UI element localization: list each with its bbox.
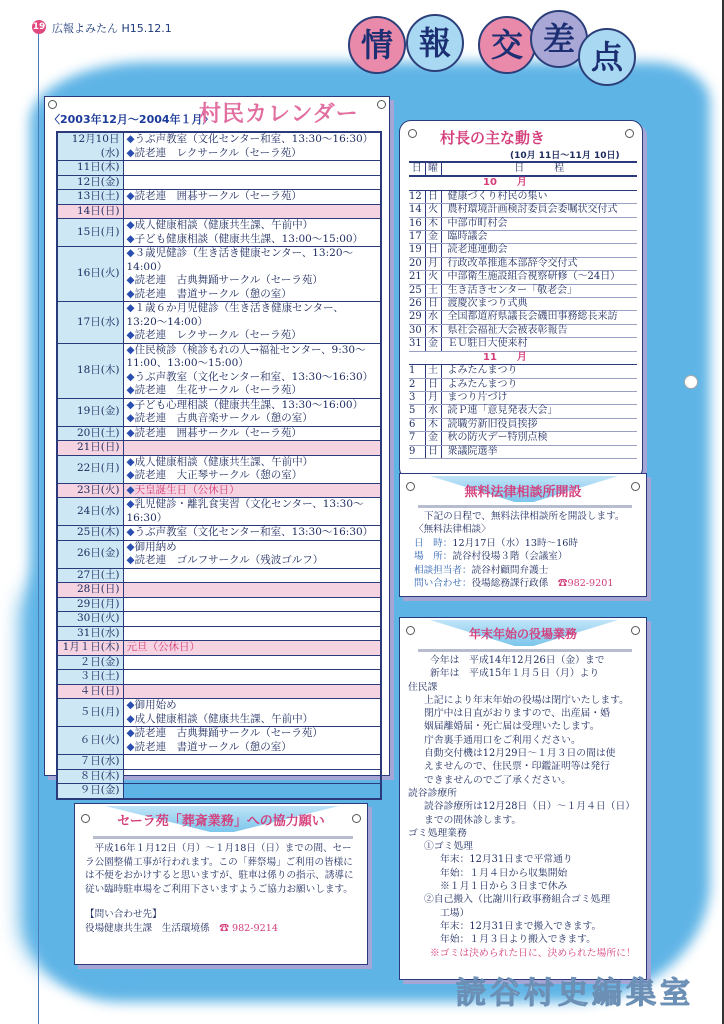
calendar-range: 〈2003年12月〜2004年１月〉 — [49, 113, 214, 126]
calendar-row — [57, 426, 381, 441]
mayor-row — [409, 284, 637, 297]
mayor-row — [409, 257, 637, 270]
calendar-row — [57, 655, 381, 670]
calendar-row — [57, 727, 381, 755]
mayor-event: 臨時議会 — [441, 231, 637, 244]
calendar-event: ◆ うぶ声教室（文化センター和室、13:30〜16:30） — [127, 371, 381, 385]
mayor-row — [409, 271, 637, 284]
mayor-event: 読老連運動会 — [441, 244, 637, 257]
sera-title: セーラ苑「葬斎業務」への協力願い — [117, 814, 325, 829]
calendar-date: ６日(火) — [57, 727, 123, 755]
calendar-date: ３日(土) — [57, 670, 123, 685]
calendar-events — [123, 699, 381, 727]
calendar-events — [123, 626, 381, 641]
hole-icon — [408, 129, 417, 138]
mayor-day: 9 — [409, 445, 425, 458]
mayor-event: 読Ｐ連「意見発表大会」 — [441, 405, 637, 418]
calendar-event: ◆ 子ども心理相談（健康共生課、13:30〜16:00） — [127, 399, 381, 413]
mayor-weekday: 木 — [425, 324, 441, 337]
mayor-weekday: 日 — [425, 378, 441, 391]
calendar-events — [123, 190, 381, 205]
calendar-row — [57, 190, 381, 205]
mayor-weekday: 月 — [425, 391, 441, 404]
calendar-date: 27日(土) — [57, 568, 123, 583]
margin-line — [38, 34, 39, 1024]
calendar-row — [57, 784, 381, 799]
sera-contact: 役場健康共生課 生活環境係 — [85, 922, 210, 934]
calendar-date: 21日(日) — [57, 441, 123, 456]
calendar-events — [123, 441, 381, 456]
calendar-date: 22日(月) — [57, 455, 123, 483]
mayor-row — [409, 405, 637, 418]
calendar-row — [57, 769, 381, 784]
hole-icon — [625, 129, 634, 138]
calendar-row — [57, 455, 381, 483]
calendar-event: 元旦（公休日） — [126, 641, 200, 653]
section-title — [348, 10, 648, 90]
calendar-event: ◆ 住民検診（検診もれの人→福祉センター、9:30〜11:00、13:00〜15:00） — [127, 344, 381, 371]
legal-body — [414, 510, 625, 590]
mayor-day: 25 — [409, 284, 425, 297]
calendar-date: 26日(金) — [57, 540, 123, 568]
mayor-day: 20 — [409, 257, 425, 270]
mayor-event: 生き活きセンター「敬老会」 — [441, 284, 637, 297]
calendar-row — [57, 684, 381, 699]
mayor-row — [409, 432, 637, 445]
mayor-weekday: 日 — [425, 298, 441, 311]
yearend-line: 今年は 平成14年12月26日（金）まで — [430, 655, 605, 666]
mayor-weekday: 金 — [425, 432, 441, 445]
mayor-day: 14 — [409, 204, 425, 217]
mayor-event: 中部市町村会 — [441, 217, 637, 230]
yearend-line: 新年は 平成15年１月５日（月）より — [430, 668, 600, 680]
title-char-4: 差 — [530, 10, 588, 68]
yearend-line: 年末：12月31日まで平常通り — [440, 854, 573, 866]
calendar-date: ８日(木) — [57, 769, 123, 784]
calendar-date: 25日(木) — [57, 526, 123, 541]
yearend-line: ゴミ処理業務 — [408, 827, 467, 839]
place-label: 場 所： — [414, 551, 453, 563]
mayor-weekday: 土 — [425, 284, 441, 297]
mayor-event: 行政改革推進本部辞令交付式 — [441, 257, 637, 270]
legal-consultation-panel — [399, 473, 647, 597]
mayor-event: よみたんまつり — [441, 365, 637, 378]
calendar-event: ◆ 御用納め — [127, 541, 381, 555]
mayor-event: 中部衛生施設組合視察研修（〜24日） — [441, 271, 637, 284]
mayor-row — [409, 378, 637, 391]
publication-header: 広報よみたん H15.12.1 — [52, 22, 172, 35]
col-schedule: 日 程 — [441, 162, 637, 176]
mayor-event: 秋の防火デー特別点検 — [441, 432, 637, 445]
mayor-event: 県社会福祉大会被表彰報告 — [441, 324, 637, 337]
yearend-line: えませんので、住民票・印鑑証明等は発行 — [424, 761, 610, 773]
mayor-day: 7 — [409, 432, 425, 445]
mayor-weekday: 木 — [425, 418, 441, 431]
calendar-table — [56, 131, 382, 800]
mayor-day: 5 — [409, 405, 425, 418]
calendar-date: 29日(月) — [57, 597, 123, 612]
calendar-event: ◆ 天皇誕生日（公休日） — [127, 484, 381, 498]
mayor-row — [409, 204, 637, 217]
col-day: 日 — [409, 162, 425, 176]
mayor-day: 19 — [409, 244, 425, 257]
calendar-date: 19日(金) — [57, 398, 123, 426]
datetime-value: 12月17日（水）13時〜16時 — [452, 537, 578, 549]
calendar-events — [123, 204, 381, 219]
calendar-date: 30日(火) — [57, 612, 123, 627]
mayor-day: 16 — [409, 217, 425, 230]
calendar-events — [123, 727, 381, 755]
watermark: 読谷村史編集室 — [456, 976, 694, 1011]
calendar-events — [123, 526, 381, 541]
calendar-row — [57, 699, 381, 727]
month-header — [409, 351, 637, 364]
calendar-row — [57, 483, 381, 498]
mayor-weekday: 金 — [425, 338, 441, 351]
datetime-label: 日 時： — [414, 537, 453, 549]
calendar-row — [57, 612, 381, 627]
calendar-events — [123, 483, 381, 498]
calendar-events — [123, 302, 381, 344]
calendar-row — [57, 626, 381, 641]
contact-value: 役場総務課行政係 — [471, 578, 549, 590]
yearend-line: 年末：12月31日まで搬入できます。 — [440, 920, 602, 932]
calendar-event: ◆ 成人健康相談（健康共生課、午前中） — [127, 713, 381, 727]
month-label: 10 月 — [409, 176, 637, 190]
mayor-row — [409, 190, 637, 203]
mayor-range: (10月 11日〜11月 10日) — [510, 151, 620, 161]
calendar-events — [123, 784, 381, 799]
mayor-row — [409, 418, 637, 431]
calendar-event: ◆ 成人健康相談（健康共生課、午前中） — [127, 456, 381, 470]
calendar-events — [123, 455, 381, 483]
mayor-day: 2 — [409, 378, 425, 391]
yearend-line: 上記により年末年始の役場は閉庁いたします。 — [424, 694, 629, 706]
mayor-day: 1 — [409, 365, 425, 378]
yearend-line: 年始：１月４日から収集開始 — [440, 867, 568, 879]
calendar-event: ◆ 読老連 レクサークル（セーラ苑） — [127, 147, 381, 161]
mayor-weekday: 日 — [425, 445, 441, 458]
hole-icon — [377, 100, 386, 109]
calendar-row — [57, 132, 381, 161]
calendar-date: ７日(水) — [57, 755, 123, 770]
divider — [418, 649, 632, 652]
calendar-date: ５日(月) — [57, 699, 123, 727]
mayor-event: よみたんまつり — [441, 378, 637, 391]
legal-intro: 下記の日程で、無料法律相談所を開設します。 — [424, 511, 625, 522]
mayor-day: 29 — [409, 311, 425, 324]
calendar-events — [123, 498, 381, 526]
calendar-event: ◆ 読老連 書道サークル（憩の室） — [127, 741, 381, 755]
calendar-row — [57, 302, 381, 344]
calendar-event: ◆ 読老連 大正琴サークル（憩の室） — [127, 469, 381, 483]
calendar-events — [123, 568, 381, 583]
calendar-event: ◆ ３歳児健診（生き活き健康センター、13:20〜14:00） — [127, 247, 381, 274]
calendar-date: 13日(土) — [57, 190, 123, 205]
calendar-row — [57, 441, 381, 456]
sera-contact-heading: 【問い合わせ先】 — [85, 909, 162, 921]
page-number-badge: 19 — [32, 22, 46, 32]
hole-icon — [48, 100, 57, 109]
col-weekday: 曜 — [425, 162, 441, 176]
calendar-events — [123, 769, 381, 784]
month-label: 11 月 — [409, 351, 637, 364]
yearend-body — [408, 654, 640, 960]
mayor-weekday: 木 — [425, 217, 441, 230]
calendar-date: ２日(金) — [57, 655, 123, 670]
mayor-weekday: 日 — [425, 190, 441, 203]
calendar-events — [123, 583, 381, 598]
calendar-date: 20日(土) — [57, 426, 123, 441]
mayor-row — [409, 298, 637, 311]
yearend-line: ①ゴミ処理 — [424, 841, 473, 853]
mayor-weekday: 水 — [425, 405, 441, 418]
calendar-events — [123, 641, 381, 656]
yearend-line: ※１月１日から３日まで休み — [440, 881, 568, 893]
calendar-row — [57, 540, 381, 568]
mayor-row — [409, 217, 637, 230]
calendar-title: 村民カレンダー — [199, 102, 359, 127]
calendar-event: ◆ 成人健康相談（健康共生課、午前中） — [127, 219, 381, 233]
mayor-row — [409, 244, 637, 257]
binder-hole — [684, 375, 698, 389]
title-char-1: 情 — [348, 16, 406, 74]
sera-text: 平成16年１月12日（月）〜１月18日（日）までの間、セーラ公園整備工事が行われます。この「葬祭場」ご利用の皆様には不便をおかけすると思いますが、駐車は係りの指示、誘導に従い臨時駐車場をご利用下さいますようご協力お願いします。 — [85, 843, 354, 895]
yearend-line: 年始：１月３日より搬入できます。 — [440, 934, 596, 946]
calendar-row — [57, 755, 381, 770]
place-value: 読谷村役場３階（会議室） — [452, 551, 568, 563]
mayor-weekday: 金 — [425, 231, 441, 244]
mayor-day: 30 — [409, 324, 425, 337]
calendar-date: 14日(日) — [57, 204, 123, 219]
yearend-line: までの間休診します。 — [424, 814, 522, 826]
calendar-row — [57, 568, 381, 583]
divider — [418, 505, 632, 508]
calendar-row — [57, 498, 381, 526]
mayor-weekday: 火 — [425, 204, 441, 217]
calendar-events — [123, 426, 381, 441]
calendar-event: ◆ うぶ声教室（文化センター和室、13:30〜16:30） — [127, 526, 381, 540]
staff-value: 読谷村顧問弁護士 — [471, 564, 549, 576]
calendar-date: 15日(月) — [57, 219, 123, 247]
calendar-events — [123, 132, 381, 161]
calendar-event: ◆ 読老連 ゴルフサークル（残波ゴルフ） — [127, 554, 381, 568]
calendar-events — [123, 343, 381, 398]
yearend-line: ※ゴミは決められた日に、決められた場所に！ — [430, 947, 636, 959]
calendar-event: ◆ 御用始め — [127, 699, 381, 713]
mayor-event: 読職労新旧役員挨拶 — [441, 418, 637, 431]
calendar-events — [123, 684, 381, 699]
mayor-weekday: 土 — [425, 365, 441, 378]
calendar-date: 24日(水) — [57, 498, 123, 526]
title-char-5: 点 — [578, 28, 636, 86]
mayor-event: 衆議院選挙 — [441, 445, 637, 458]
calendar-row — [57, 175, 381, 190]
calendar-events — [123, 655, 381, 670]
calendar-date: 23日(火) — [57, 483, 123, 498]
calendar-event: ◆ 子ども健康相談（健康共生課、13:00〜15:00） — [127, 233, 381, 247]
calendar-date: 12日(金) — [57, 175, 123, 190]
calendar-row — [57, 597, 381, 612]
calendar-events — [123, 755, 381, 770]
yearend-line: 読谷診療所 — [408, 787, 457, 799]
calendar-events — [123, 398, 381, 426]
mayor-day: 3 — [409, 391, 425, 404]
phone-icon: ☎ — [557, 578, 568, 590]
mayor-weekday: 火 — [425, 271, 441, 284]
mayor-activities-panel — [399, 120, 643, 480]
yearend-line: 閉庁中は日直がおりますので、出産届・婚 — [424, 708, 610, 720]
calendar-date: 16日(火) — [57, 247, 123, 302]
sera-body — [85, 842, 357, 936]
title-char-3: 交 — [478, 16, 536, 74]
divider — [93, 836, 353, 839]
yearend-line: ②自己搬入（比謝川行政事務組合ゴミ処理 — [424, 894, 611, 906]
calendar-date: 12月10日(水) — [57, 132, 123, 161]
mayor-table — [409, 161, 637, 459]
calendar-row — [57, 670, 381, 685]
mayor-row — [409, 338, 637, 351]
mayor-event: ＥＵ駐日大使来村 — [441, 338, 637, 351]
calendar-event: ◆ 読老連 古典音楽サークル（憩の室） — [127, 412, 381, 426]
calendar-events — [123, 175, 381, 190]
mayor-day: 12 — [409, 190, 425, 203]
yearend-line: 工場） — [440, 907, 470, 919]
calendar-event: ◆ 読老連 古典舞踊サークル（セーラ苑） — [127, 274, 381, 288]
mayor-weekday: 水 — [425, 311, 441, 324]
phone-icon: ☎ — [219, 922, 229, 934]
staff-label: 相談担当者： — [414, 564, 472, 576]
yearend-line: 住民課 — [408, 681, 438, 693]
mayor-event: 農村環境計画検討委員会委嘱状交付式 — [441, 204, 637, 217]
calendar-row — [57, 583, 381, 598]
calendar-row — [57, 398, 381, 426]
calendar-event: ◆ １歳６か月児健診（生き活き健康センター、13:20〜14:00） — [127, 302, 381, 329]
calendar-events — [123, 670, 381, 685]
legal-title: 無料法律相談所開設 — [464, 485, 582, 500]
phone-number: 982-9201 — [567, 578, 614, 590]
calendar-date: ９日(金) — [57, 784, 123, 799]
mayor-row — [409, 391, 637, 404]
village-calendar-panel — [44, 96, 390, 796]
mayor-day: 26 — [409, 298, 425, 311]
calendar-events — [123, 612, 381, 627]
mayor-weekday: 月 — [425, 257, 441, 270]
mayor-event: 全国都道府県議長会磯田事務総長来訪 — [441, 311, 637, 324]
calendar-events — [123, 161, 381, 176]
calendar-events — [123, 597, 381, 612]
mayor-day: 31 — [409, 338, 425, 351]
mayor-row — [409, 231, 637, 244]
mayor-row — [409, 324, 637, 337]
calendar-row — [57, 641, 381, 656]
calendar-date: 17日(水) — [57, 302, 123, 344]
mayor-row — [409, 311, 637, 324]
mayor-day: 21 — [409, 271, 425, 284]
contact-label: 問い合わせ： — [414, 578, 472, 590]
calendar-event: ◆ 読老連 レクサークル（セーラ苑） — [127, 329, 381, 343]
legal-sub: 〈無料法律相談〉 — [414, 524, 491, 536]
yearend-line: 自動交付機は12月29日〜１月３日の間は使 — [424, 748, 616, 760]
calendar-date: ４日(日) — [57, 684, 123, 699]
calendar-event: ◆ 読老連 囲碁サークル（セーラ苑） — [127, 190, 381, 204]
yearend-line: 姻届離婚届・死亡届は受理いたします。 — [424, 721, 600, 733]
calendar-row — [57, 204, 381, 219]
yearend-line: 庁舎裏手通用口をご利用ください。 — [424, 734, 581, 746]
calendar-row — [57, 526, 381, 541]
yearend-title: 年末年始の役場業務 — [468, 627, 577, 641]
yearend-line: できませんのでご了承ください。 — [424, 774, 571, 786]
calendar-event: ◆ 読老連 生花サークル（セーラ苑） — [127, 384, 381, 398]
calendar-event: ◆ 乳児健診・離乳食実習（文化センター、13:30〜16:30） — [127, 498, 381, 525]
mayor-event: 渡慶次まつり式典 — [441, 298, 637, 311]
calendar-row — [57, 343, 381, 398]
calendar-date: 18日(木) — [57, 343, 123, 398]
calendar-event: ◆ うぶ声教室（文化センター和室、13:30〜16:30） — [127, 133, 381, 147]
calendar-events — [123, 247, 381, 302]
calendar-row — [57, 247, 381, 302]
yearend-line: 読谷診療所は12月28日（日）〜１月４日（日） — [424, 801, 636, 813]
sera-en-funeral-notice-panel — [74, 803, 368, 965]
calendar-event: ◆ 読老連 囲碁サークル（セーラ苑） — [127, 427, 381, 441]
calendar-date: 31日(水) — [57, 626, 123, 641]
calendar-event: ◆ 読老連 書道サークル（憩の室） — [127, 288, 381, 302]
mayor-event: まつり片づけ — [441, 391, 637, 404]
calendar-date: 1月１日(木) — [57, 641, 123, 656]
year-end-office-panel — [399, 617, 647, 980]
calendar-row — [57, 219, 381, 247]
mayor-day: 6 — [409, 418, 425, 431]
mayor-row — [409, 445, 637, 458]
calendar-date: 11日(木) — [57, 161, 123, 176]
mayor-row — [409, 365, 637, 378]
calendar-date: 28日(日) — [57, 583, 123, 598]
mayor-weekday: 日 — [425, 244, 441, 257]
calendar-events — [123, 219, 381, 247]
mayor-day: 17 — [409, 231, 425, 244]
calendar-row — [57, 161, 381, 176]
month-header — [409, 176, 637, 190]
mayor-event: 健康づくり村民の集い — [441, 190, 637, 203]
calendar-event: ◆ 読老連 古典舞踊サークル（セーラ苑） — [127, 727, 381, 741]
calendar-events — [123, 540, 381, 568]
title-char-2: 報 — [406, 14, 464, 72]
phone-number: 982-9214 — [231, 922, 278, 934]
mayor-title: 村長の主な動き — [440, 129, 546, 147]
